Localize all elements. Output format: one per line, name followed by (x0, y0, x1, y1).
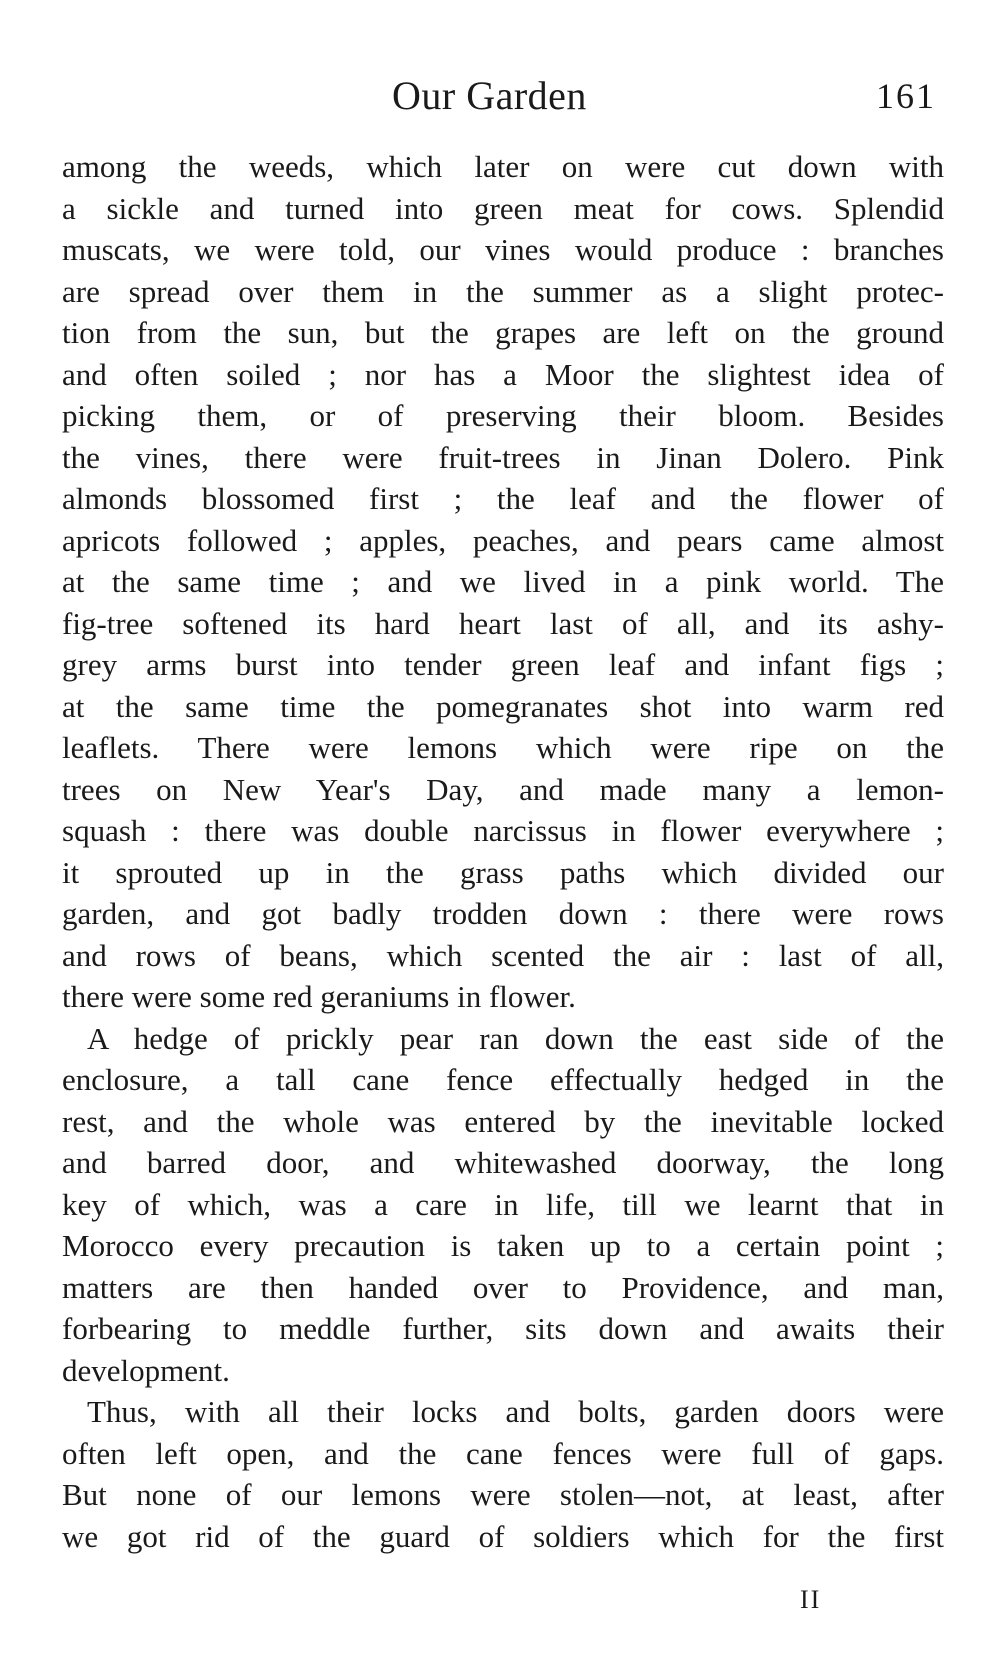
text-line: squash : there was double narcissus in flower everywhere ; (62, 813, 944, 848)
text-line: development. (62, 1352, 230, 1388)
text-line: grey arms burst into tender green leaf and infant figs ; (62, 647, 944, 682)
text-line: there were some red geraniums in flower. (62, 979, 576, 1014)
text-line: matters are then handed over to Providence, and man, (62, 1269, 944, 1305)
text-line: But none of our lemons were stolen—not, at least, after (62, 1477, 944, 1512)
text-line: fig-tree softened its hard heart last of all, and its ashy- (62, 605, 944, 641)
text-line: Thus, with all their locks and bolts, garden doors were (87, 1394, 944, 1429)
text-line: and rows of beans, which scented the air : last of all, (62, 937, 944, 973)
text-line: forbearing to meddle further, sits down and awaits their (62, 1311, 944, 1346)
paragraph (62, 1391, 944, 1557)
text-line: are spread over them in the summer as a slight protec- (62, 273, 944, 309)
text-line: at the same time ; and we lived in a pink world. The (62, 564, 944, 599)
text-line: leaflets. There were lemons which were ripe on the (62, 730, 944, 765)
text-line: the vines, there were fruit-trees in Jinan Dolero. Pink (62, 439, 944, 475)
text-line: often left open, and the cane fences were full of gaps. (62, 1435, 944, 1471)
text-line: trees on New Year's Day, and made many a lemon- (62, 771, 944, 807)
text-line: a sickle and turned into green meat for cows. Splendid (62, 190, 944, 226)
text-line: muscats, we were told, our vines would produce : branches (62, 232, 944, 267)
running-head (0, 66, 1000, 126)
paragraph (62, 146, 944, 1018)
body-text (62, 146, 944, 1557)
text-line: among the weeds, which later on were cut down with (62, 149, 944, 184)
text-line: it sprouted up in the grass paths which divided our (62, 854, 944, 890)
text-line: rest, and the whole was entered by the inevitable locked (62, 1103, 944, 1139)
text-line: we got rid of the guard of soldiers which for the first (62, 1518, 944, 1554)
text-line: and barred door, and whitewashed doorway, the long (62, 1145, 944, 1180)
page-number: 161 (876, 76, 936, 116)
text-line: at the same time the pomegranates shot into warm red (62, 688, 944, 724)
text-line: apricots followed ; apples, peaches, and pears came almost (62, 522, 944, 558)
text-line: almonds blossomed first ; the leaf and the flower of (62, 481, 944, 516)
text-line: garden, and got badly trodden down : there were rows (62, 896, 944, 931)
text-line: key of which, was a care in life, till we learnt that in (62, 1186, 944, 1222)
running-title: Our Garden (392, 73, 587, 118)
text-line: tion from the sun, but the grapes are left on the ground (62, 315, 944, 350)
paragraph (62, 1018, 944, 1392)
text-line: and often soiled ; nor has a Moor the slightest idea of (62, 356, 944, 392)
signature-mark: II (800, 1585, 822, 1614)
text-line: enclosure, a tall cane fence effectually hedged in the (62, 1062, 944, 1097)
text-line: A hedge of prickly pear ran down the east side of the (87, 1020, 944, 1056)
text-line: picking them, or of preserving their bloom. Besides (62, 398, 944, 433)
text-line: Morocco every precaution is taken up to a certain point ; (62, 1228, 944, 1263)
